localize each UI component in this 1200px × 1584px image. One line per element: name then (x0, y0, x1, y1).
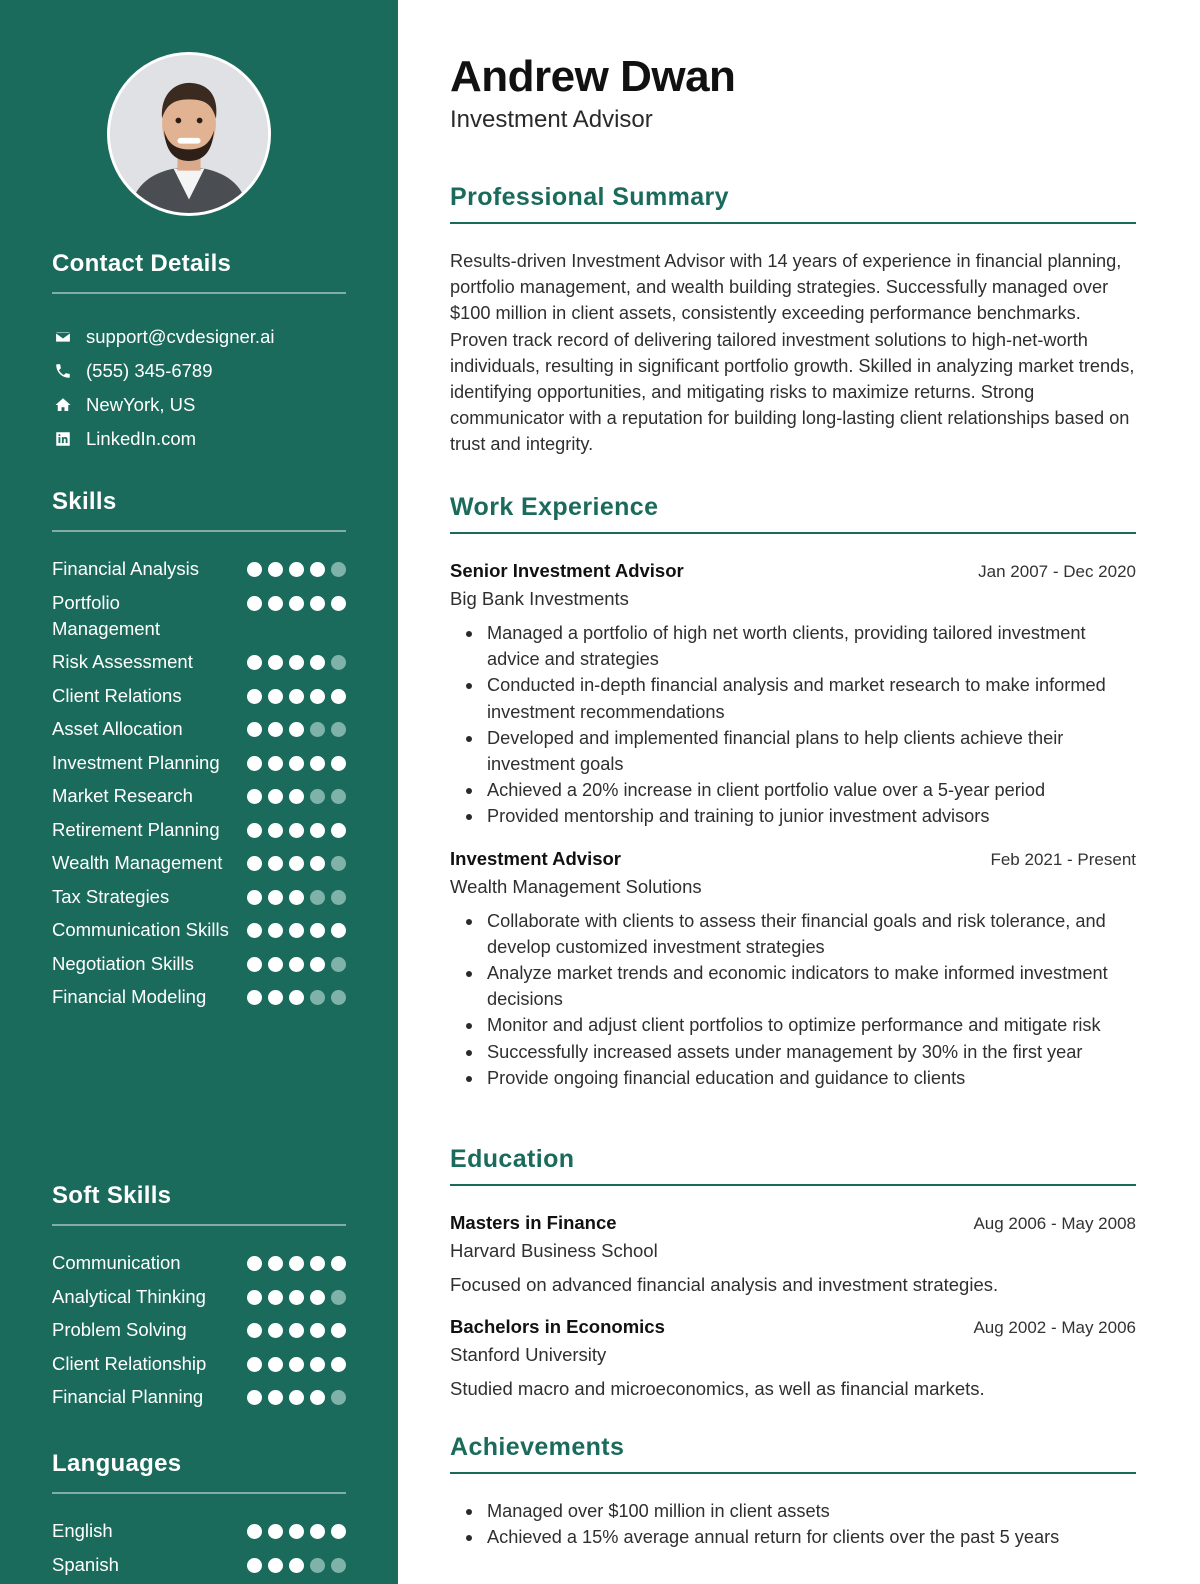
skill-name: Communication Skills (52, 919, 229, 940)
skills-section (52, 488, 346, 1018)
skill-row (52, 1384, 346, 1410)
education-entry (450, 1316, 1136, 1400)
rating-dot-filled (310, 856, 325, 871)
job-bullet: Analyze market trends and economic indicators to make informed investment decisions (450, 960, 1136, 1012)
rating-dot-filled (310, 1323, 325, 1338)
rating-dot-filled (247, 1290, 262, 1305)
rating-dot-filled (268, 1290, 283, 1305)
skill-row (52, 1250, 346, 1276)
rating-dot-filled (310, 689, 325, 704)
skill-rating (247, 1518, 346, 1539)
rating-dot-filled (268, 1524, 283, 1539)
skill-name: Client Relations (52, 684, 182, 706)
rating-dot-filled (310, 1357, 325, 1372)
rating-dot-empty (310, 789, 325, 804)
skill-rating (247, 590, 346, 611)
rating-dot-filled (268, 756, 283, 771)
rating-dot-filled (268, 562, 283, 577)
rating-dot-filled (331, 596, 346, 611)
skill-name: Tax Strategies (52, 885, 170, 907)
rating-dot-filled (331, 1357, 346, 1372)
rating-dot-filled (310, 756, 325, 771)
rating-dot-filled (247, 562, 262, 577)
degree-description: Focused on advanced financial analysis and investment strategies. (450, 1274, 999, 1295)
job-entry (450, 848, 1136, 1091)
job-bullet: Conducted in-depth financial analysis and market research to make informed investment recommendations (450, 672, 1136, 724)
skill-row (52, 984, 346, 1010)
rating-dot-filled (247, 689, 262, 704)
skill-row (52, 1351, 346, 1377)
skills-list (52, 556, 346, 1010)
job-company: Big Bank Investments (450, 588, 629, 609)
skill-row (52, 716, 346, 742)
skill-row (52, 850, 346, 876)
job-bullet: Collaborate with clients to assess their financial goals and risk tolerance, and develop customized investment strategies (450, 908, 1136, 960)
contact-linkedin[interactable] (52, 422, 346, 456)
skill-name: Retirement Planning (52, 818, 220, 840)
rating-dot-filled (310, 1256, 325, 1271)
skill-name: Financial Modeling (52, 986, 207, 1007)
rating-dot-filled (310, 823, 325, 838)
skill-rating (247, 683, 346, 704)
rating-dot-filled (289, 596, 304, 611)
skill-name: Communication (52, 1252, 181, 1273)
degree-dates: Aug 2006 - May 2008 (973, 1214, 1136, 1233)
degree-title: Masters in Finance (450, 1212, 617, 1233)
soft-skills-section (52, 1182, 346, 1418)
skill-name: Financial Analysis (52, 558, 200, 579)
job-company: Wealth Management Solutions (450, 875, 702, 897)
skill-name: Asset Allocation (52, 718, 183, 739)
experience-title: Work Experience (450, 493, 1136, 534)
contact-title: Contact Details (52, 250, 346, 294)
rating-dot-empty (331, 1558, 346, 1573)
skill-rating (247, 984, 346, 1005)
contact-location-text: NewYork, US (86, 394, 196, 415)
summary-title: Professional Summary (450, 183, 1136, 224)
contact-list (52, 320, 346, 456)
rating-dot-filled (268, 789, 283, 804)
soft-skills-title: Soft Skills (52, 1182, 346, 1226)
skill-row (52, 1518, 346, 1544)
rating-dot-filled (289, 562, 304, 577)
job-dates: Jan 2007 - Dec 2020 (978, 562, 1136, 581)
rating-dot-filled (310, 923, 325, 938)
rating-dot-filled (289, 1390, 304, 1405)
achievement-list (450, 1498, 1136, 1550)
degree-dates: Aug 2002 - May 2006 (973, 1318, 1136, 1337)
rating-dot-filled (289, 1524, 304, 1539)
school-name: Stanford University (450, 1344, 607, 1365)
job-bullets (450, 620, 1136, 830)
job-bullet: Managed a portfolio of high net worth clients, providing tailored investment advice and strategies (450, 620, 1136, 672)
contact-section (52, 250, 346, 456)
rating-dot-filled (289, 722, 304, 737)
contact-location (52, 388, 346, 422)
rating-dot-filled (247, 1256, 262, 1271)
skill-row (52, 817, 346, 843)
rating-dot-filled (289, 1357, 304, 1372)
contact-phone-text: (555) 345-6789 (86, 360, 213, 381)
rating-dot-filled (331, 1323, 346, 1338)
education-title: Education (450, 1145, 1136, 1186)
job-bullet: Monitor and adjust client portfolios to optimize performance and mitigate risk (450, 1012, 1136, 1038)
rating-dot-empty (331, 957, 346, 972)
skill-rating (247, 951, 346, 972)
home-icon (52, 394, 74, 416)
skill-rating (247, 917, 346, 938)
skill-rating (247, 783, 346, 804)
skill-row (52, 590, 346, 642)
rating-dot-filled (310, 655, 325, 670)
contact-email[interactable] (52, 320, 346, 354)
skill-rating (247, 649, 346, 670)
degree-title: Bachelors in Economics (450, 1316, 665, 1337)
rating-dot-filled (268, 957, 283, 972)
rating-dot-empty (331, 1390, 346, 1405)
rating-dot-empty (310, 1558, 325, 1573)
rating-dot-filled (268, 596, 283, 611)
education-entry (450, 1212, 1136, 1296)
rating-dot-filled (247, 890, 262, 905)
job-entry (450, 560, 1136, 830)
skill-rating (247, 1552, 346, 1573)
skill-rating (247, 1351, 346, 1372)
rating-dot-empty (331, 562, 346, 577)
job-bullet: Provided mentorship and training to junior investment advisors (450, 803, 1136, 829)
skill-rating (247, 850, 346, 871)
rating-dot-filled (268, 856, 283, 871)
rating-dot-filled (247, 756, 262, 771)
skill-rating (247, 884, 346, 905)
candidate-name: Andrew Dwan (450, 52, 736, 101)
rating-dot-filled (247, 1390, 262, 1405)
rating-dot-filled (289, 1323, 304, 1338)
skill-row (52, 951, 346, 977)
rating-dot-filled (289, 789, 304, 804)
linkedin-icon (52, 428, 74, 450)
skill-name: Wealth Management (52, 852, 223, 873)
rating-dot-filled (331, 923, 346, 938)
rating-dot-filled (289, 689, 304, 704)
summary-text: Results-driven Investment Advisor with 14 years of experience in financial planning, portfolio management, and wealth building strategies. Successfully managed over $100 million in client assets, consistently exceeding performance benchmarks. Proven track record of delivering tailored investment solutions to high-net-worth individuals, resulting in significant portfolio growth. Skilled in analyzing market trends, identifying opportunities, and mitigating risks to maximize returns. Strong communicator with a reputation for building long-lasting client relationships based on trust and integrity. (450, 251, 1135, 455)
languages-list (52, 1518, 346, 1578)
rating-dot-empty (331, 1290, 346, 1305)
rating-dot-filled (247, 1524, 262, 1539)
rating-dot-filled (247, 1558, 262, 1573)
rating-dot-empty (310, 890, 325, 905)
rating-dot-filled (268, 990, 283, 1005)
skill-rating (247, 556, 346, 577)
skill-row (52, 783, 346, 809)
rating-dot-filled (247, 1323, 262, 1338)
skill-row (52, 917, 346, 943)
rating-dot-empty (331, 990, 346, 1005)
rating-dot-filled (310, 957, 325, 972)
rating-dot-filled (331, 823, 346, 838)
skill-name: Market Research (52, 785, 193, 806)
envelope-icon (52, 326, 74, 348)
rating-dot-filled (247, 856, 262, 871)
rating-dot-filled (268, 655, 283, 670)
skill-name: Portfolio Management (52, 591, 160, 639)
job-bullets (450, 908, 1136, 1091)
skill-name: Analytical Thinking (52, 1285, 206, 1307)
school-name: Harvard Business School (450, 1240, 658, 1261)
skill-name: Negotiation Skills (52, 952, 194, 974)
contact-linkedin-text: LinkedIn.com (86, 428, 197, 449)
rating-dot-empty (331, 856, 346, 871)
rating-dot-filled (289, 655, 304, 670)
contact-phone[interactable] (52, 354, 346, 388)
skill-name: Financial Planning (52, 1386, 204, 1407)
rating-dot-filled (331, 1256, 346, 1271)
skill-name: Problem Solving (52, 1319, 187, 1340)
rating-dot-filled (289, 1256, 304, 1271)
rating-dot-empty (310, 990, 325, 1005)
skill-name: Spanish (52, 1553, 119, 1575)
experience-section (450, 493, 1136, 1091)
skill-name: Client Relationship (52, 1352, 207, 1374)
achievement-item: Achieved a 15% average annual return for clients over the past 5 years (450, 1524, 1136, 1550)
rating-dot-filled (289, 990, 304, 1005)
rating-dot-filled (247, 990, 262, 1005)
skill-rating (247, 817, 346, 838)
rating-dot-empty (331, 722, 346, 737)
rating-dot-filled (331, 756, 346, 771)
rating-dot-filled (310, 1390, 325, 1405)
rating-dot-filled (289, 890, 304, 905)
skill-row (52, 1317, 346, 1343)
job-bullet: Developed and implemented financial plans to help clients achieve their investment goals (450, 725, 1136, 777)
rating-dot-filled (289, 957, 304, 972)
rating-dot-empty (331, 890, 346, 905)
summary-section (450, 183, 1136, 458)
rating-dot-filled (268, 823, 283, 838)
skill-row (52, 683, 346, 709)
rating-dot-filled (289, 1558, 304, 1573)
skill-name: English (52, 1520, 113, 1541)
rating-dot-filled (268, 1323, 283, 1338)
rating-dot-filled (247, 655, 262, 670)
skill-rating (247, 716, 346, 737)
rating-dot-filled (247, 596, 262, 611)
degree-description: Studied macro and microeconomics, as well as financial markets. (450, 1378, 985, 1399)
achievements-section (450, 1433, 1136, 1550)
phone-icon (52, 360, 74, 382)
skill-name: Investment Planning (52, 751, 220, 773)
rating-dot-empty (310, 722, 325, 737)
job-bullet: Achieved a 20% increase in client portfolio value over a 5-year period (450, 777, 1136, 803)
rating-dot-filled (310, 562, 325, 577)
achievement-item: Managed over $100 million in client assets (450, 1498, 1136, 1524)
skill-rating (247, 1284, 346, 1305)
rating-dot-filled (268, 923, 283, 938)
rating-dot-filled (268, 890, 283, 905)
rating-dot-filled (268, 1357, 283, 1372)
skill-row (52, 884, 346, 910)
rating-dot-filled (247, 789, 262, 804)
rating-dot-filled (310, 1524, 325, 1539)
languages-title: Languages (52, 1450, 346, 1494)
job-title: Investment Advisor (450, 847, 621, 869)
candidate-role: Investment Advisor (450, 106, 653, 133)
skill-rating (247, 1384, 346, 1405)
skill-row (52, 649, 346, 675)
job-bullet: Provide ongoing financial education and guidance to clients (450, 1065, 1136, 1091)
skill-rating (247, 1250, 346, 1271)
profile-photo (107, 52, 271, 216)
achievements-title: Achievements (450, 1433, 1136, 1474)
rating-dot-filled (289, 856, 304, 871)
skill-rating (247, 750, 346, 771)
skill-row (52, 1552, 346, 1578)
rating-dot-filled (289, 823, 304, 838)
rating-dot-filled (289, 1290, 304, 1305)
skill-row (52, 556, 346, 582)
soft-skills-list (52, 1250, 346, 1410)
rating-dot-filled (247, 823, 262, 838)
education-section (450, 1145, 1136, 1400)
languages-section (52, 1450, 346, 1584)
sidebar (0, 0, 398, 1584)
skill-row (52, 750, 346, 776)
skill-row (52, 1284, 346, 1310)
skill-rating (247, 1317, 346, 1338)
skills-title: Skills (52, 488, 346, 532)
rating-dot-filled (247, 722, 262, 737)
rating-dot-filled (310, 1290, 325, 1305)
portrait-image (110, 55, 268, 213)
rating-dot-filled (310, 596, 325, 611)
rating-dot-filled (289, 923, 304, 938)
rating-dot-filled (268, 1558, 283, 1573)
rating-dot-filled (268, 1256, 283, 1271)
contact-email-text: support@cvdesigner.ai (86, 326, 275, 347)
rating-dot-empty (331, 655, 346, 670)
rating-dot-filled (268, 689, 283, 704)
job-bullet: Successfully increased assets under management by 30% in the first year (450, 1039, 1136, 1065)
rating-dot-filled (268, 1390, 283, 1405)
rating-dot-filled (331, 689, 346, 704)
rating-dot-filled (268, 722, 283, 737)
rating-dot-filled (247, 923, 262, 938)
rating-dot-filled (331, 1524, 346, 1539)
rating-dot-filled (247, 957, 262, 972)
job-dates: Feb 2021 - Present (990, 849, 1136, 869)
rating-dot-filled (247, 1357, 262, 1372)
rating-dot-filled (289, 756, 304, 771)
skill-name: Risk Assessment (52, 651, 193, 672)
rating-dot-empty (331, 789, 346, 804)
job-title: Senior Investment Advisor (450, 560, 684, 581)
